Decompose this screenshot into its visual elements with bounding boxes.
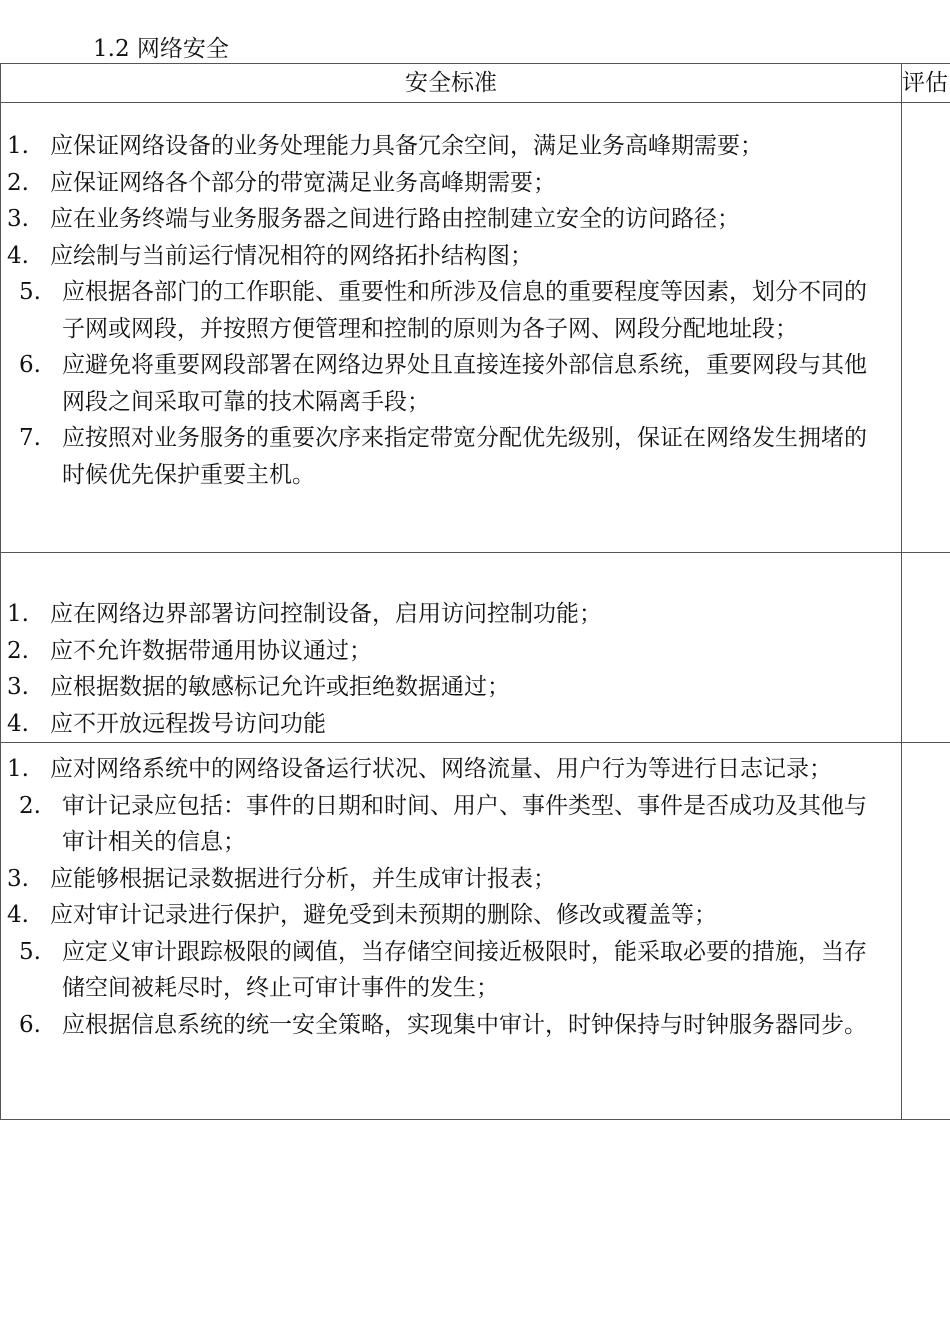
table-row: [1, 553, 950, 743]
evaluation-cell: [902, 743, 950, 1120]
list-item: 3. 应根据数据的敏感标记允许或拒绝数据通过；: [7, 674, 510, 700]
list-item: 2. 审计记录应包括：事件的日期和时间、用户、事件类型、事件是否成功及其他与审计相关的信息；: [19, 792, 867, 855]
list-item: 2. 应不允许数据带通用协议通过；: [7, 637, 372, 664]
table-header-row: [1, 64, 950, 103]
evaluation-cell: [902, 103, 950, 553]
list-item: 1. 应在网络边界部署访问控制设备，启用访问控制功能；: [7, 601, 602, 627]
header-standard: 安全标准: [1, 64, 902, 103]
standard-cell: [1, 743, 902, 1120]
list-item: 6. 应根据信息系统的统一安全策略，实现集中审计，时钟保持与时钟服务器同步。: [19, 1011, 867, 1038]
header-evaluation: 评估: [902, 64, 950, 103]
requirement-list: [1, 751, 901, 1043]
requirement-list: [1, 596, 901, 742]
list-item: 4. 应不开放远程拨号访问功能: [7, 710, 326, 737]
list-item: 5. 应根据各部门的工作职能、重要性和所涉及信息的重要程度等因素，划分不同的子网或网段，并按照方便管理和控制的原则为各子网、网段分配地址段；: [19, 279, 867, 342]
list-item: 1. 应保证网络设备的业务处理能力具备冗余空间，满足业务高峰期需要；: [7, 133, 763, 159]
table-row: [1, 103, 950, 553]
standard-cell: [1, 103, 902, 553]
list-item: 1. 应对网络系统中的网络设备运行状况、网络流量、用户行为等进行日志记录；: [7, 756, 832, 782]
list-item: 5. 应定义审计跟踪极限的阈值，当存储空间接近极限时，能采取必要的措施，当存储空间被耗尽时，终止可审计事件的发生；: [19, 938, 867, 1001]
list-item: 6. 应避免将重要网段部署在网络边界处且直接连接外部信息系统，重要网段与其他网段之间采取可靠的技术隔离手段；: [19, 352, 867, 415]
standard-cell: [1, 553, 902, 743]
list-item: 3. 应能够根据记录数据进行分析，并生成审计报表；: [7, 865, 556, 892]
list-item: 7. 应按照对业务服务的重要次序来指定带宽分配优先级别，保证在网络发生拥堵的时候优先保护重要主机。: [19, 425, 867, 488]
list-item: 3. 应在业务终端与业务服务器之间进行路由控制建立安全的访问路径；: [7, 206, 740, 232]
section-title: 1.2 网络安全: [93, 36, 229, 62]
evaluation-cell: [902, 553, 950, 743]
list-item: 4. 应绘制与当前运行情况相符的网络拓扑结构图；: [7, 242, 533, 269]
list-item: 4. 应对审计记录进行保护，避免受到未预期的删除、修改或覆盖等；: [7, 902, 717, 928]
table-row: [1, 743, 950, 1120]
list-item: 2. 应保证网络各个部分的带宽满足业务高峰期需要；: [7, 169, 556, 196]
requirement-list: [1, 128, 901, 493]
security-standards-table: [0, 63, 950, 1120]
